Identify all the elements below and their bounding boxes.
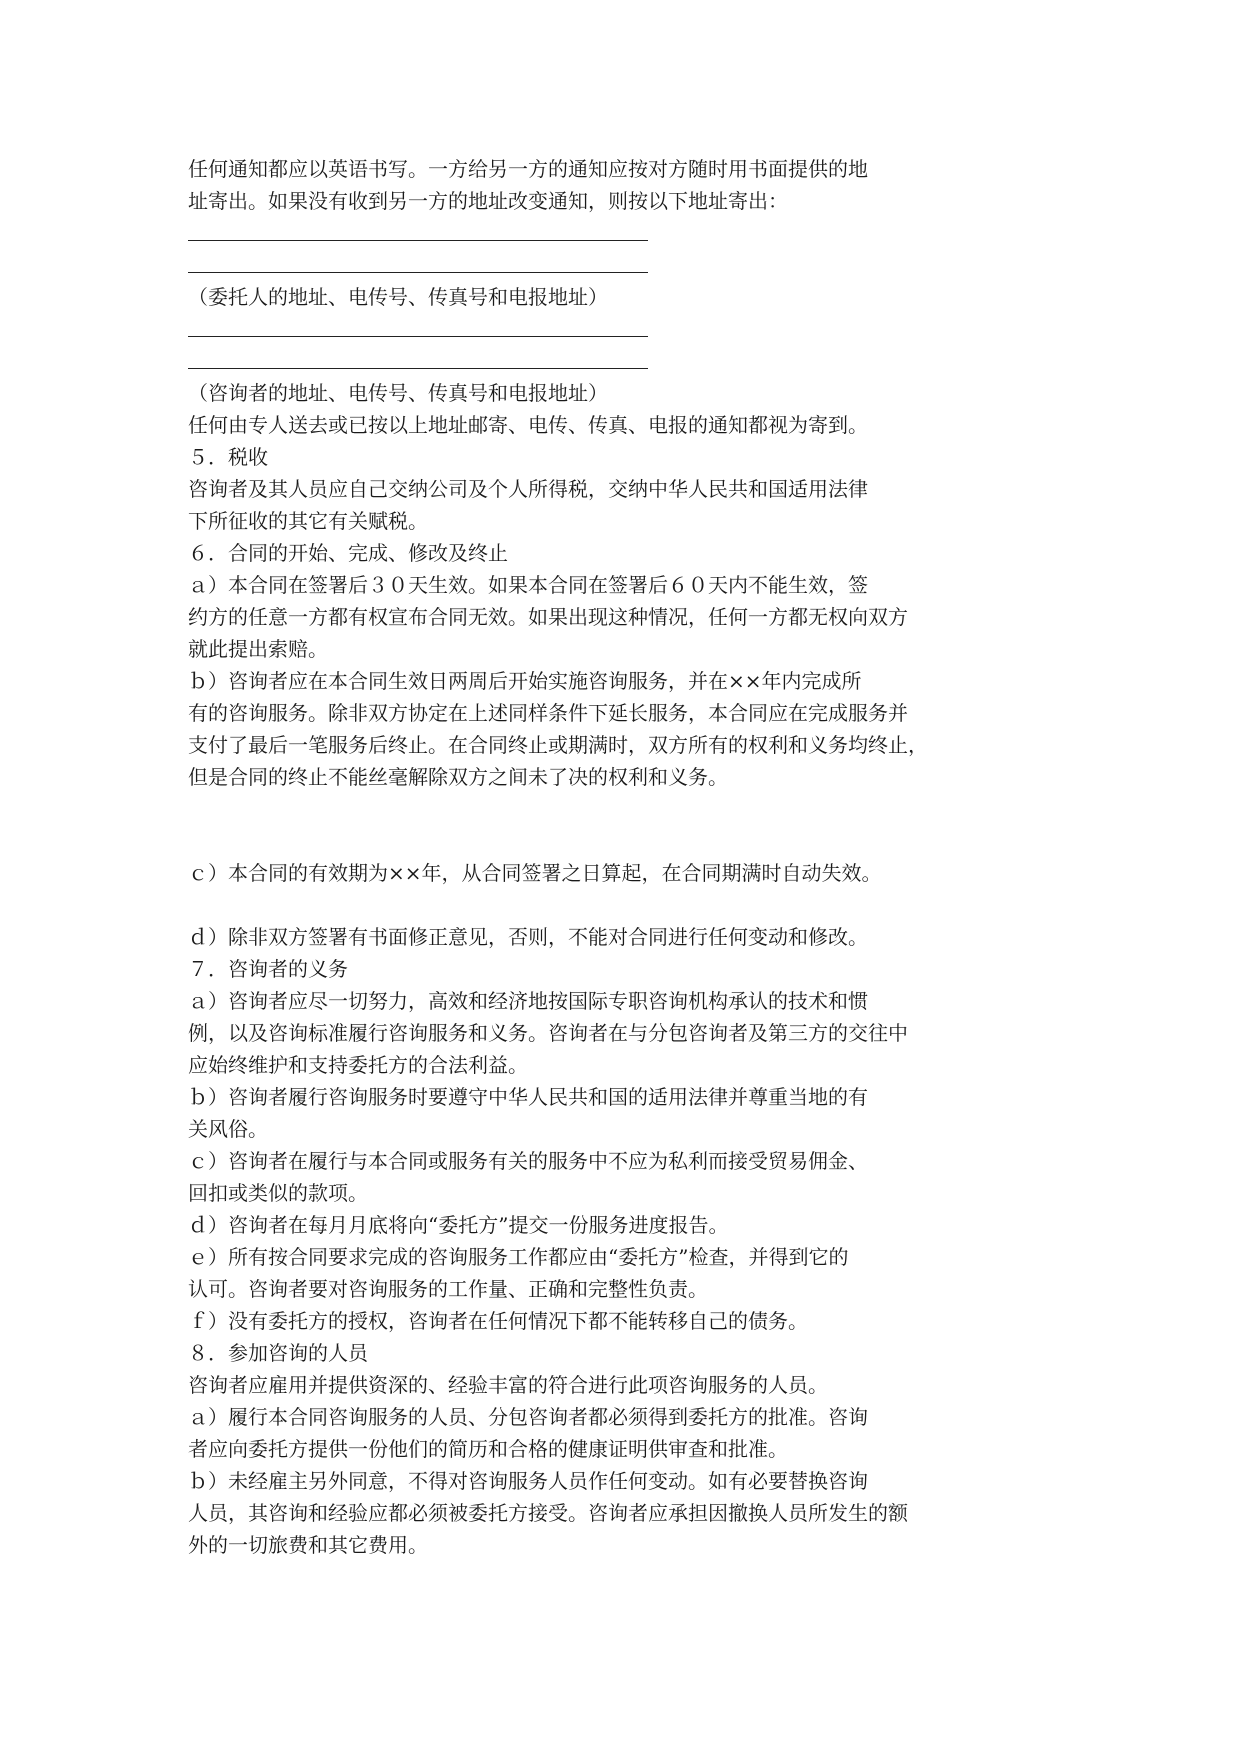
clause-6b-line: 有的咨询服务。除非双方协定在上述同样条件下延长服务，本合同应在完成服务并 [188,701,908,725]
clause-7d: ｄ）咨询者在每月月底将向“委托方”提交一份服务进度报告。 [188,1213,729,1237]
clause-7a-line: ａ）咨询者应尽一切努力，高效和经济地按国际专职咨询机构承认的技术和惯 [188,989,868,1013]
blank-line [188,313,1018,345]
blank-line [188,217,1018,249]
paragraph-gap [188,793,1018,857]
section-5-title: ５．税收 [188,445,268,469]
blank-line [188,249,1018,281]
clause-7f: ｆ）没有委托方的授权，咨询者在任何情况下都不能转移自己的债务。 [188,1309,808,1333]
clause-7b-line: ｂ）咨询者履行咨询服务时要遵守中华人民共和国的适用法律并尊重当地的有 [188,1085,868,1109]
consultant-address-caption: （咨询者的地址、电传号、传真号和电报地址） [188,381,608,405]
client-address-caption: （委托人的地址、电传号、传真号和电报地址） [188,285,608,309]
document-body [188,153,1018,1561]
delivery-paragraph: 任何由专人送去或已按以上地址邮寄、电传、传真、电报的通知都视为寄到。 [188,413,868,437]
section-5-body-line: 咨询者及其人员应自己交纳公司及个人所得税，交纳中华人民共和国适用法律 [188,477,868,501]
section-7-title: ７．咨询者的义务 [188,957,348,981]
notice-paragraph-line: 址寄出。如果没有收到另一方的地址改变通知，则按以下地址寄出： [188,189,788,213]
clause-7e-line: 认可。咨询者要对咨询服务的工作量、正确和完整性负责。 [188,1277,708,1301]
clause-6c: ｃ）本合同的有效期为××年，从合同签署之日算起，在合同期满时自动失效。 [188,861,882,885]
section-8-body: 咨询者应雇用并提供资深的、经验丰富的符合进行此项咨询服务的人员。 [188,1373,828,1397]
clause-6b-line: 支付了最后一笔服务后终止。在合同终止或期满时，双方所有的权利和义务均终止， [188,733,928,757]
section-5-body-line: 下所征收的其它有关赋税。 [188,509,428,533]
clause-7b-line: 关风俗。 [188,1117,268,1141]
clause-7a-line: 例，以及咨询标准履行咨询服务和义务。咨询者在与分包咨询者及第三方的交往中 [188,1021,908,1045]
clause-6a-line: ａ）本合同在签署后３０天生效。如果本合同在签署后６０天内不能生效，签 [188,573,868,597]
clause-6a-line: 就此提出索赔。 [188,637,328,661]
clause-7c-line: ｃ）咨询者在履行与本合同或服务有关的服务中不应为私利而接受贸易佣金、 [188,1149,868,1173]
clause-8a-line: ａ）履行本合同咨询服务的人员、分包咨询者都必须得到委托方的批准。咨询 [188,1405,868,1429]
clause-8b-line: 人员，其咨询和经验应都必须被委托方接受。咨询者应承担因撤换人员所发生的额 [188,1501,908,1525]
section-6-title: ６．合同的开始、完成、修改及终止 [188,541,508,565]
clause-7a-line: 应始终维护和支持委托方的合法利益。 [188,1053,528,1077]
clause-7c-line: 回扣或类似的款项。 [188,1181,368,1205]
blank-line [188,345,1018,377]
clause-8b-line: 外的一切旅费和其它费用。 [188,1533,428,1557]
clause-7e-line: ｅ）所有按合同要求完成的咨询服务工作都应由“委托方”检查，并得到它的 [188,1245,849,1269]
clause-6b-line: 但是合同的终止不能丝毫解除双方之间未了决的权利和义务。 [188,765,728,789]
clause-6a-line: 约方的任意一方都有权宣布合同无效。如果出现这种情况，任何一方都无权向双方 [188,605,908,629]
notice-paragraph-line: 任何通知都应以英语书写。一方给另一方的通知应按对方随时用书面提供的地 [188,157,868,181]
clause-6b-line: ｂ）咨询者应在本合同生效日两周后开始实施咨询服务，并在××年内完成所 [188,669,862,693]
paragraph-gap [188,889,1018,921]
section-8-title: ８．参加咨询的人员 [188,1341,368,1365]
clause-6d: ｄ）除非双方签署有书面修正意见，否则，不能对合同进行任何变动和修改。 [188,925,868,949]
clause-8b-line: ｂ）未经雇主另外同意，不得对咨询服务人员作任何变动。如有必要替换咨询 [188,1469,868,1493]
clause-8a-line: 者应向委托方提供一份他们的简历和合格的健康证明供审查和批准。 [188,1437,788,1461]
